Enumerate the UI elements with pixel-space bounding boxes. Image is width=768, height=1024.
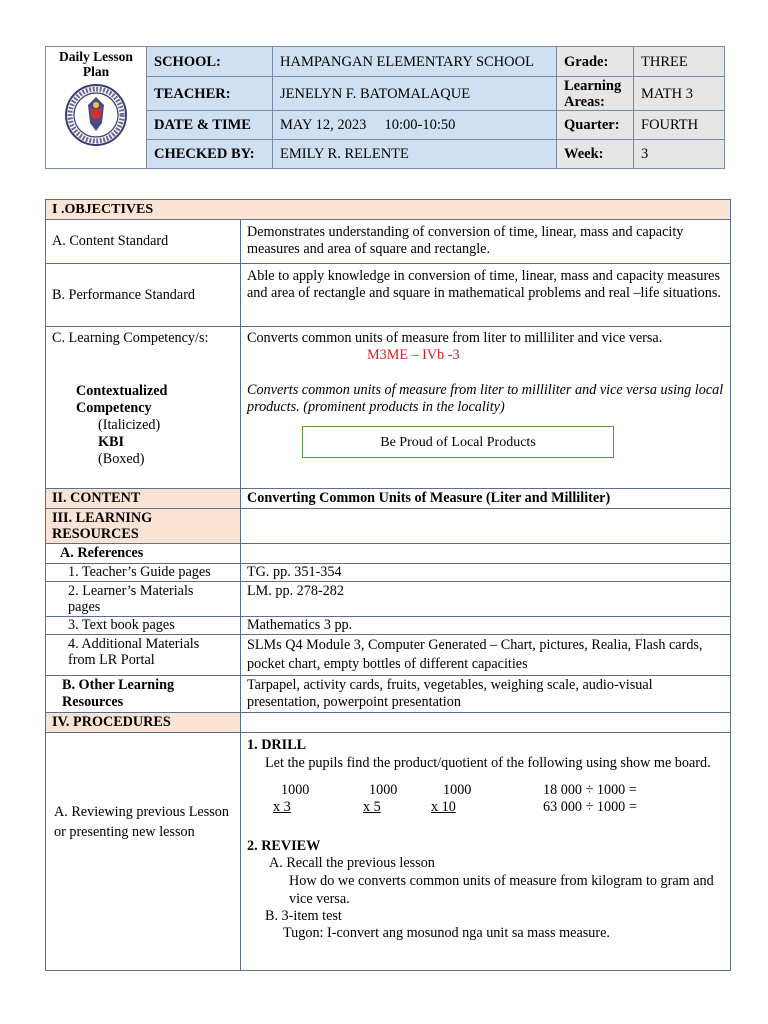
checked-value: EMILY R. RELENTE [273, 140, 557, 169]
drill-top-1: 1000 [281, 782, 310, 798]
content-text: Converting Common Units of Measure (Liter and Milliliter) [241, 489, 731, 509]
other-resources-value: Tarpapel, activity cards, fruits, vegetables, weighing scale, audio-visual presentation, powerpoint presentation [241, 676, 731, 713]
kbi-box: Be Proud of Local Products [302, 426, 614, 458]
grade-value: THREE [634, 47, 725, 77]
competency-label-cell [46, 327, 241, 489]
tg-pages-value: TG. pp. 351-354 [241, 564, 731, 582]
quarter-label: Quarter: [557, 111, 634, 140]
drill-bottom-2: x 5 [363, 799, 381, 815]
school-label: SCHOOL: [147, 47, 273, 77]
review-a: A. Recall the previous lesson [269, 855, 435, 871]
drill-top-3: 1000 [443, 782, 472, 798]
drill-numbers [247, 782, 724, 816]
drill-top-2: 1000 [369, 782, 398, 798]
drill-bottom-3: x 10 [431, 799, 456, 815]
objectives-section-header: I .OBJECTIVES [46, 200, 731, 220]
teacher-label: TEACHER: [147, 77, 273, 111]
performance-standard-text: Able to apply knowledge in conversion of time, linear, mass and capacity measures and area of rectangle and square in mathematical problems and real –life situations. [241, 264, 731, 327]
kbi-note: (Boxed) [98, 451, 145, 467]
references-label: A. References [46, 544, 241, 564]
performance-standard-label: B. Performance Standard [46, 264, 241, 327]
grade-label: Grade: [557, 47, 634, 77]
drill-review-cell [241, 733, 731, 971]
content-standard-text: Demonstrates understanding of conversion of time, linear, mass and capacity measures and area of square and rectangle. [241, 220, 731, 264]
review-a-text: How do we converts common units of measure from kilogram to gram and vice versa. [289, 873, 714, 907]
references-empty-cell [241, 544, 731, 564]
additional-materials-label: 4. Additional Materials from LR Portal [46, 635, 241, 676]
logo-cell [46, 47, 147, 169]
lesson-table [45, 199, 731, 971]
ctx-competency-note: (Italicized) [98, 417, 161, 433]
quarter-value: FOURTH [634, 111, 725, 140]
lesson-plan-title: Daily Lesson Plan [59, 49, 133, 79]
drill-bottom-1: x 3 [273, 799, 291, 815]
ctx-competency-label: Contextualized Competency [76, 383, 168, 416]
content-standard-label: A. Content Standard [46, 220, 241, 264]
checked-label: CHECKED BY: [147, 140, 273, 169]
drill-text: Let the pupils find the product/quotient of the following using show me board. [265, 755, 711, 771]
datetime-label: DATE & TIME [147, 111, 273, 140]
other-resources-label: B. Other Learning Resources [46, 676, 241, 713]
competency-text: Converts common units of measure from liter to milliliter and vice versa. [247, 330, 663, 346]
review-b: B. 3-item test [265, 908, 342, 924]
review-title: 2. REVIEW [247, 838, 321, 854]
tg-pages-label: 1. Teacher’s Guide pages [46, 564, 241, 582]
resources-empty-cell [241, 509, 731, 544]
resources-section-header: III. LEARNING RESOURCES [46, 509, 241, 544]
datetime-value [273, 111, 557, 140]
learning-areas-value: MATH 3 [634, 77, 725, 111]
lm-pages-value: LM. pp. 278-282 [241, 582, 731, 617]
procedures-section-header: IV. PROCEDURES [46, 713, 241, 733]
drill-div-1: 18 000 ÷ 1000 = [543, 782, 637, 798]
week-label: Week: [557, 140, 634, 169]
textbook-pages-value: Mathematics 3 pp. [241, 617, 731, 635]
additional-materials-value: SLMs Q4 Module 3, Computer Generated – Chart, pictures, Realia, Flash cards, pocket chart, empty bottles of different capacities [241, 635, 731, 676]
time-value: 10:00-10:50 [384, 117, 456, 133]
drill-title: 1. DRILL [247, 737, 307, 753]
lm-pages-label: 2. Learner’s Materials pages [46, 582, 241, 617]
review-b-text: Tugon: I-convert ang mosunod nga unit sa mass measure. [283, 925, 610, 941]
school-value: HAMPANGAN ELEMENTARY SCHOOL [273, 47, 557, 77]
learning-areas-label: Learning Areas: [557, 77, 634, 111]
reviewing-lesson-label: A. Reviewing previous Lesson or presenting new lesson [46, 733, 241, 971]
date-value: MAY 12, 2023 [280, 117, 367, 133]
competency-label: C. Learning Competency/s: [52, 330, 209, 346]
ctx-competency-text: Converts common units of measure from liter to milliliter and vice versa using local products. (prominent products in the locality) [247, 382, 724, 415]
header-table [45, 46, 725, 169]
content-section-header: II. CONTENT [46, 489, 241, 509]
teacher-value: JENELYN F. BATOMALAQUE [273, 77, 557, 111]
competency-text-cell [241, 327, 731, 489]
competency-code: M3ME – IVb -3 [367, 347, 460, 363]
procedures-empty-cell [241, 713, 731, 733]
week-value: 3 [634, 140, 725, 169]
kbi-label: KBI [98, 434, 125, 450]
deped-seal-icon [64, 83, 128, 147]
drill-div-2: 63 000 ÷ 1000 = [543, 799, 637, 815]
textbook-pages-label: 3. Text book pages [46, 617, 241, 635]
